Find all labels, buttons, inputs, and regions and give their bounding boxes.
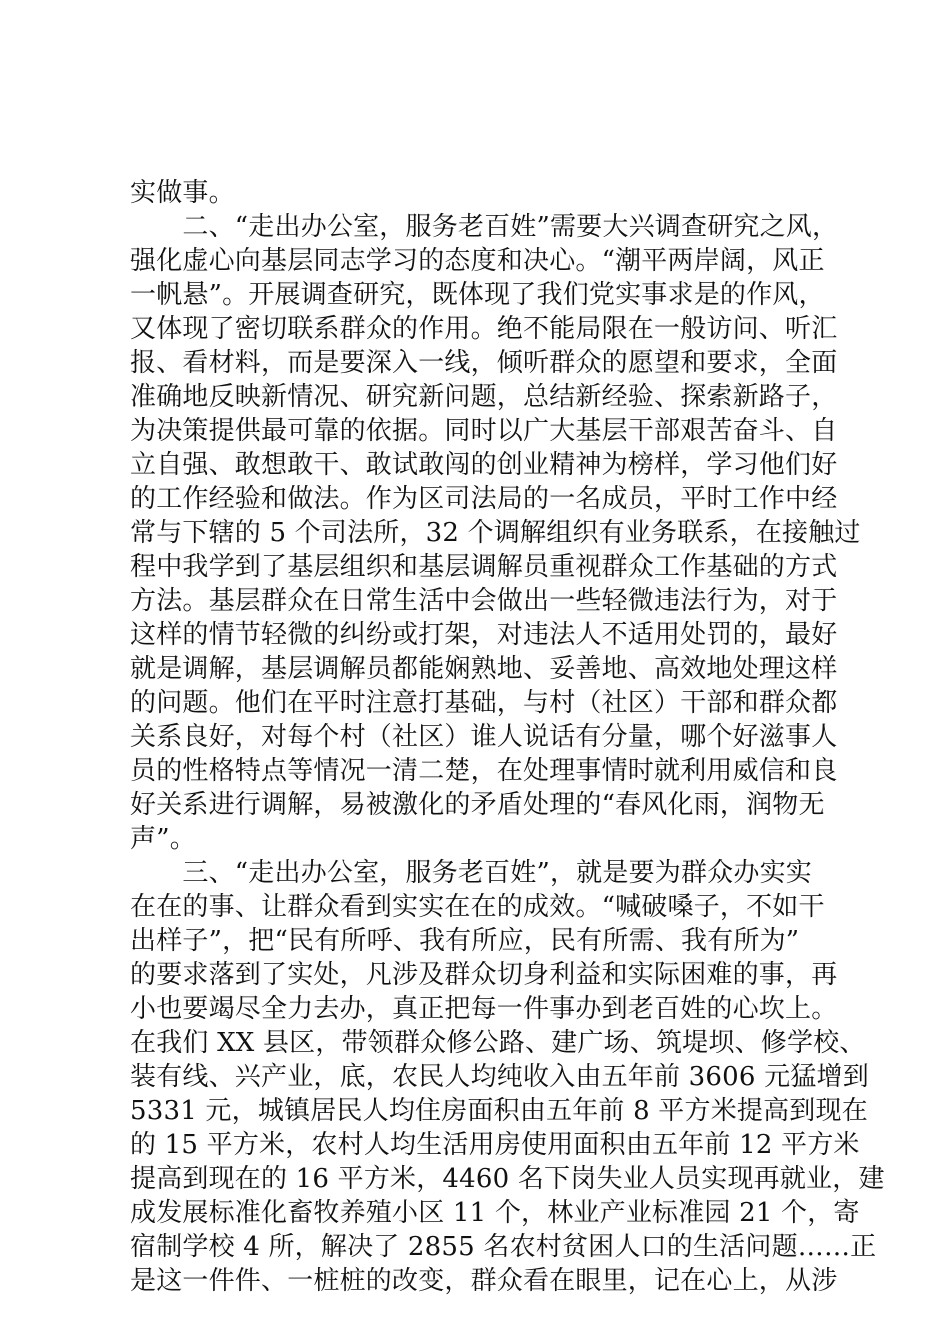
body-line: 提高到现在的 16 平方米，4460 名下岗失业人员实现再就业，建 [130,1164,885,1194]
body-line: 宿制学校 4 所，解决了 2855 名农村贫困人口的生活问题……正 [130,1232,877,1262]
body-line: 声”。 [130,824,196,854]
body-line: 常与下辖的 5 个司法所，32 个调解组织有业务联系，在接触过 [130,518,861,548]
body-line: 5331 元，城镇居民人均住房面积由五年前 8 平方米提高到现在 [130,1096,868,1126]
body-line: 在在的事、让群众看到实实在在的成效。“喊破嗓子，不如干 [130,892,825,922]
body-line: 的工作经验和做法。作为区司法局的一名成员，平时工作中经 [130,484,838,514]
body-line: 准确地反映新情况、研究新问题，总结新经验、探索新路子， [130,382,838,412]
body-line: 程中我学到了基层组织和基层调解员重视群众工作基础的方式 [130,552,838,582]
body-line: 的要求落到了实处，凡涉及群众切身利益和实际困难的事，再 [130,960,838,990]
body-line: 一帆悬”。开展调查研究，既体现了我们党实事求是的作风， [130,280,825,310]
body-line: 是这一件件、一桩桩的改变，群众看在眼里，记在心上，从涉 [130,1266,838,1296]
body-line: 员的性格特点等情况一清二楚，在处理事情时就利用威信和良 [130,756,838,786]
body-line: 实做事。 [130,178,235,208]
body-line: 强化虚心向基层同志学习的态度和决心。“潮平两岸阔，风正 [130,246,825,276]
body-line: 三、“走出办公室，服务老百姓”，就是要为群众办实实 [130,858,812,888]
body-line: 又体现了密切联系群众的作用。绝不能局限在一般访问、听汇 [130,314,838,344]
body-line: 在我们 XX 县区，带领群众修公路、建广场、筑堤坝、修学校、 [130,1028,866,1058]
body-line: 出样子”，把“民有所呼、我有所应，民有所需、我有所为” [130,926,800,956]
body-line: 这样的情节轻微的纠纷或打架，对违法人不适用处罚的，最好 [130,620,838,650]
body-line: 二、“走出办公室，服务老百姓”需要大兴调查研究之风， [130,212,839,242]
body-line: 的 15 平方米，农村人均生活用房使用面积由五年前 12 平方米 [130,1130,860,1160]
body-line: 小也要竭尽全力去办，真正把每一件事办到老百姓的心坎上。 [130,994,838,1024]
body-line: 关系良好，对每个村（社区）谁人说话有分量，哪个好滋事人 [130,722,838,752]
body-line: 报、看材料，而是要深入一线，倾听群众的愿望和要求，全面 [130,348,838,378]
body-line: 为决策提供最可靠的依据。同时以广大基层干部艰苦奋斗、自 [130,416,838,446]
body-line: 成发展标准化畜牧养殖小区 11 个，林业产业标准园 21 个，寄 [130,1198,860,1228]
body-line: 方法。基层群众在日常生活中会做出一些轻微违法行为，对于 [130,586,838,616]
body-line: 装有线、兴产业，底，农民人均纯收入由五年前 3606 元猛增到 [130,1062,869,1092]
body-line: 立自强、敢想敢干、敢试敢闯的创业精神为榜样，学习他们好 [130,450,838,480]
body-line: 就是调解，基层调解员都能娴熟地、妥善地、高效地处理这样 [130,654,838,684]
body-line: 的问题。他们在平时注意打基础，与村（社区）干部和群众都 [130,688,838,718]
body-line: 好关系进行调解，易被激化的矛盾处理的“春风化雨，润物无 [130,790,825,820]
